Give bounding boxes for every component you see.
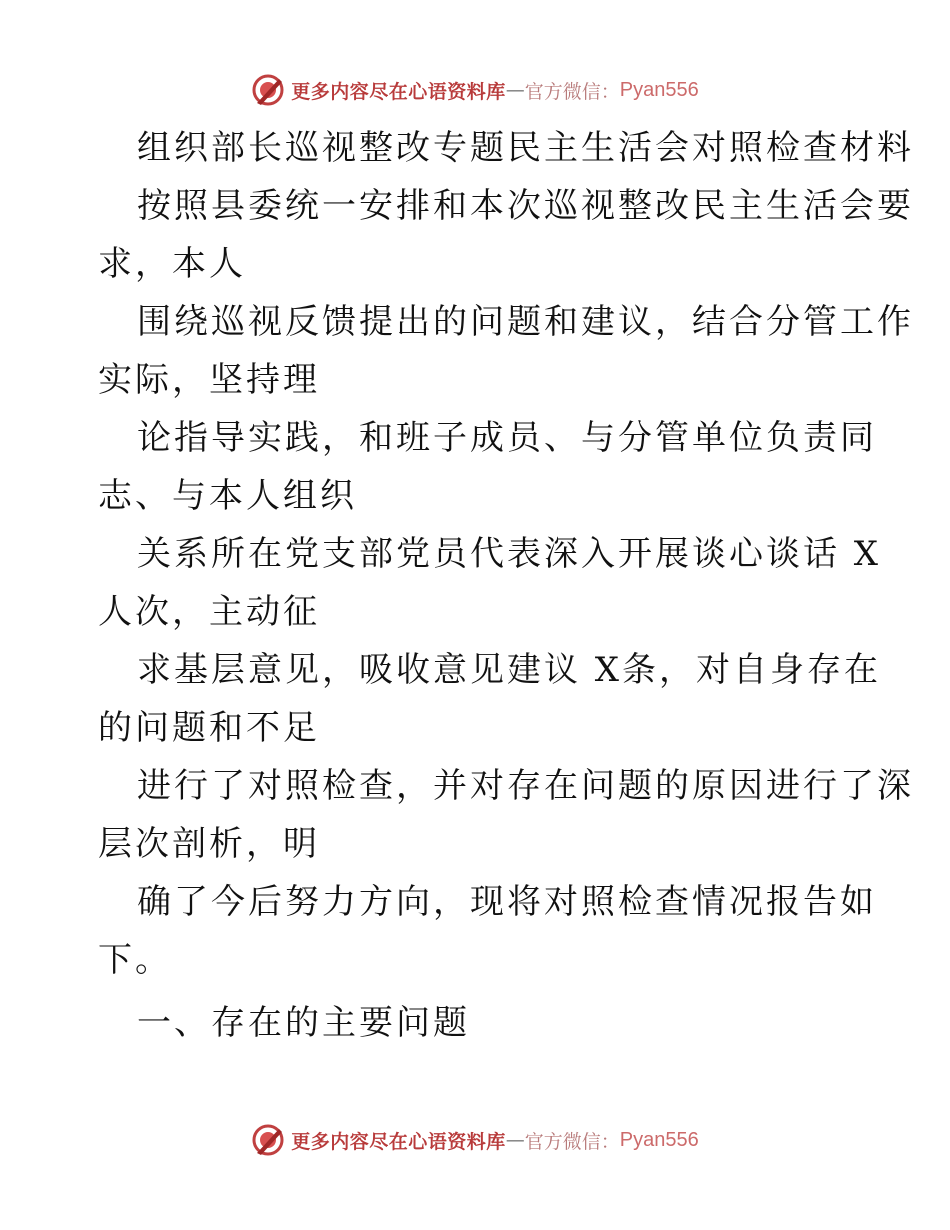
paragraph-line: 的问题和不足 (98, 708, 320, 748)
banner-sub-text: 官方微信： (524, 1130, 620, 1153)
paragraph-line: 下。 (98, 940, 172, 980)
banner-sub-text: 官方微信： (524, 80, 620, 103)
paragraph-line: 层次剖析，明 (98, 824, 320, 864)
paragraph-line: 求，本人 (98, 244, 246, 284)
paragraph-line: 人次，主动征 (98, 592, 320, 632)
paragraph-line: 围绕巡视反馈提出的问题和建议，结合分管工作 (137, 302, 914, 342)
section-heading: 一、存在的主要问题 (137, 1003, 470, 1043)
paragraph-line: 求基层意见，吸收意见建议 X条，对自身存在 (137, 650, 882, 690)
banner-id-text: Pyan556 (619, 78, 699, 101)
footer-banner (0, 1120, 950, 1160)
paragraph-line: 确了今后努力方向，现将对照检查情况报告如 (137, 882, 877, 922)
banner-main-text: 更多内容尽在心语资料库 (291, 80, 506, 103)
paragraph-line: 进行了对照检查，并对存在问题的原因进行了深 (137, 766, 914, 806)
banner-main-text: 更多内容尽在心语资料库 (291, 1130, 506, 1153)
paragraph-line: 志、与本人组织 (98, 476, 357, 516)
paragraph-line: 按照县委统一安排和本次巡视整改民主生活会要 (137, 186, 914, 226)
paragraph-line: 论指导实践，和班子成员、与分管单位负责同 (137, 418, 877, 458)
document-title: 组织部长巡视整改专题民主生活会对照检查材料 (137, 128, 914, 168)
paragraph-line: 实际，坚持理 (98, 360, 320, 400)
pen-logo-icon (251, 1123, 285, 1157)
banner-dash: — (505, 1129, 525, 1151)
paragraph-line: 关系所在党支部党员代表深入开展谈心谈话 X (137, 534, 882, 574)
banner-id-text: Pyan556 (619, 1128, 699, 1151)
banner-dash: — (505, 79, 525, 101)
